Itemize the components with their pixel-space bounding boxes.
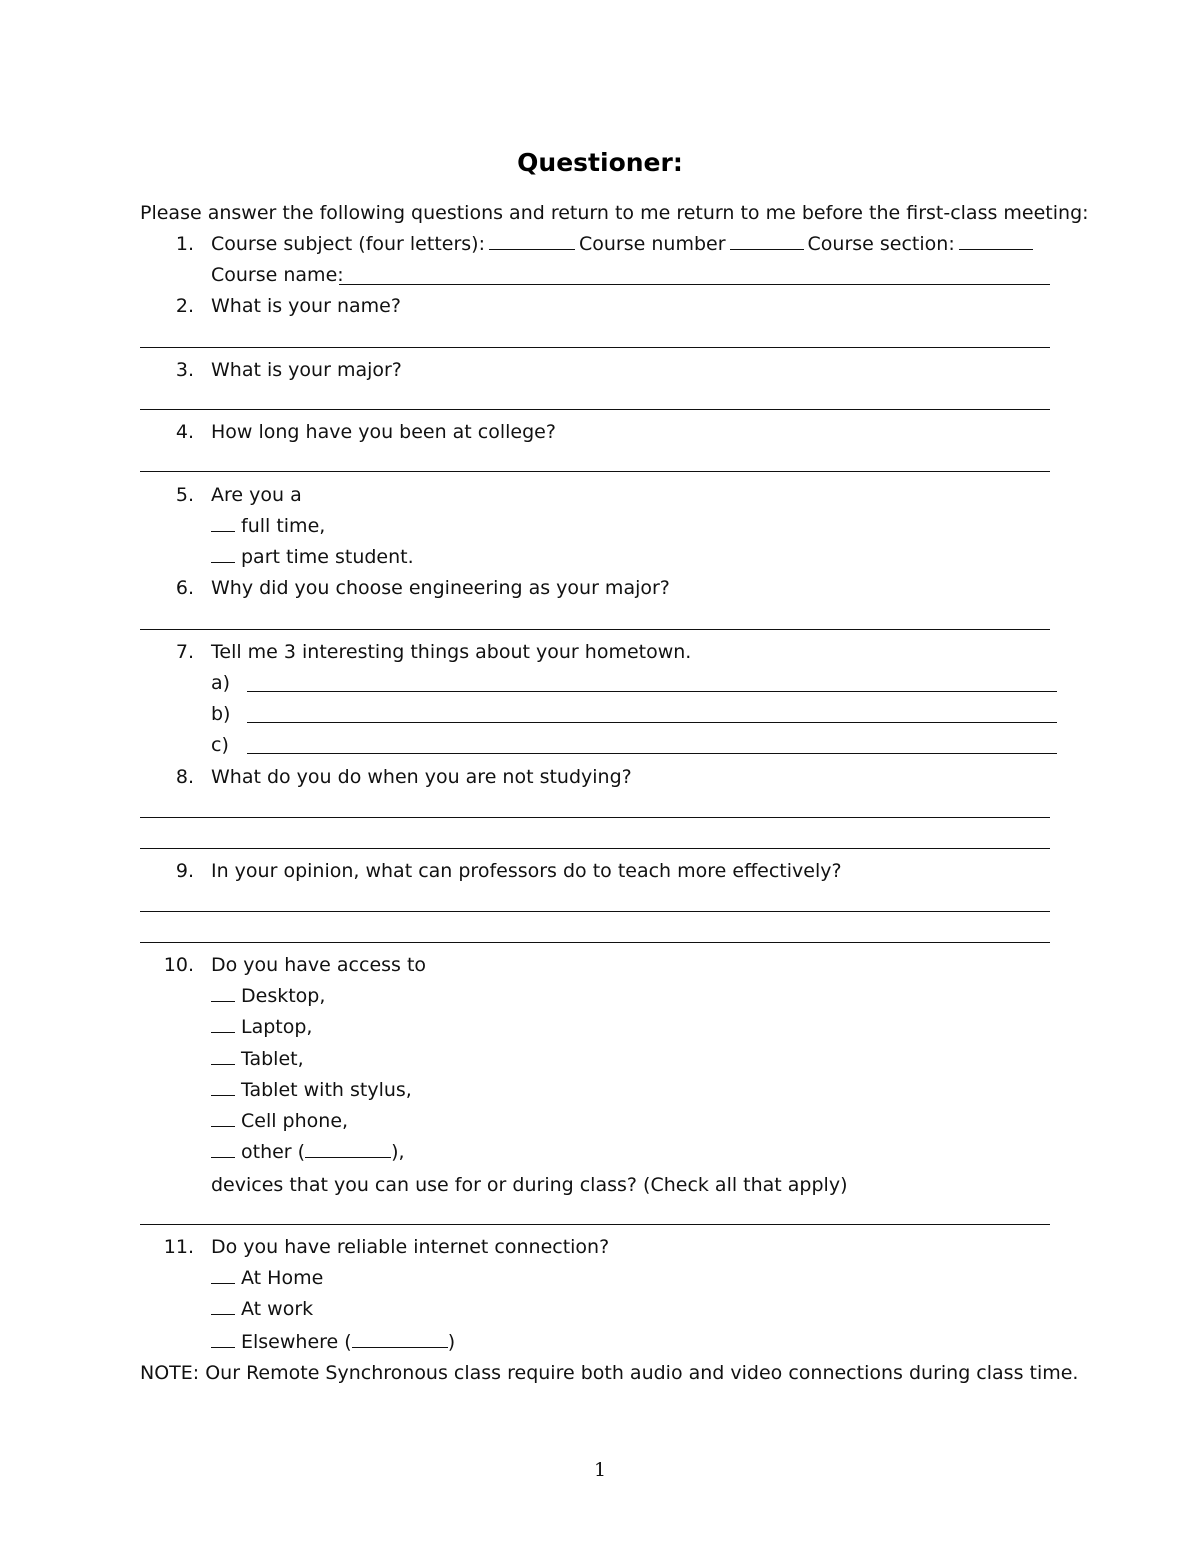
option-label: At Home <box>241 1267 324 1289</box>
question-8-text: What do you do when you are not studying? <box>211 766 632 788</box>
option-other-device <box>211 1139 405 1165</box>
question-number-3: 3. <box>175 359 194 381</box>
question-number-6: 6. <box>175 577 194 599</box>
option-part-time <box>211 544 414 570</box>
answer-line-college[interactable] <box>140 471 1050 472</box>
answer-line-hobbies-2[interactable] <box>140 848 1050 849</box>
hometown-item-a-label: a) <box>211 672 231 694</box>
option-label: Laptop, <box>241 1016 313 1038</box>
option-label: Tablet, <box>241 1048 304 1070</box>
hometown-item-c-label: c) <box>211 734 229 756</box>
course-subject-field[interactable] <box>489 231 575 250</box>
question-5-text: Are you a <box>211 484 302 506</box>
question-6-text: Why did you choose engineering as your major? <box>211 577 670 599</box>
question-number-7: 7. <box>175 641 194 663</box>
question-number-5: 5. <box>175 484 194 506</box>
checkbox-tablet-stylus[interactable] <box>211 1077 235 1096</box>
question-9-text: In your opinion, what can professors do to teach more effectively? <box>211 860 842 882</box>
course-subject-label: Course subject (four letters): <box>211 233 485 255</box>
course-number-label: Course number <box>578 233 726 255</box>
question-number-10: 10. <box>163 954 194 976</box>
page-number: 1 <box>593 1459 607 1481</box>
option-at-work <box>211 1296 313 1322</box>
checkbox-at-home[interactable] <box>211 1265 235 1284</box>
option-cell-phone <box>211 1108 348 1134</box>
course-name-field[interactable] <box>339 284 1050 285</box>
question-1-course-row <box>211 231 1037 257</box>
elsewhere-suffix: ) <box>447 1331 456 1353</box>
question-number-11: 11. <box>163 1236 194 1258</box>
question-4-text: How long have you been at college? <box>211 421 556 443</box>
course-number-field[interactable] <box>730 231 804 250</box>
hometown-item-b-label: b) <box>211 703 231 725</box>
note-text: NOTE: Our Remote Synchronous class require both audio and video connections during class time. <box>140 1362 1079 1384</box>
course-section-label: Course section: <box>807 233 955 255</box>
question-number-4: 4. <box>175 421 194 443</box>
option-label: full time, <box>241 515 326 537</box>
option-label: part time student. <box>241 546 414 568</box>
question-number-9: 9. <box>175 860 194 882</box>
option-label: Tablet with stylus, <box>241 1079 412 1101</box>
hometown-item-a-field[interactable] <box>247 691 1057 692</box>
question-number-1: 1. <box>175 233 194 255</box>
question-10-text: Do you have access to <box>211 954 427 976</box>
checkbox-at-work[interactable] <box>211 1296 235 1315</box>
checkbox-elsewhere[interactable] <box>211 1329 235 1348</box>
hometown-item-c-field[interactable] <box>247 753 1057 754</box>
answer-line-teaching-1[interactable] <box>140 911 1050 912</box>
hometown-item-b-field[interactable] <box>247 722 1057 723</box>
option-label: At work <box>241 1298 314 1320</box>
option-elsewhere <box>211 1329 455 1355</box>
checkbox-tablet[interactable] <box>211 1046 235 1065</box>
question-3-text: What is your major? <box>211 359 402 381</box>
option-desktop <box>211 983 325 1009</box>
answer-line-hobbies-1[interactable] <box>140 817 1050 818</box>
other-suffix: ), <box>391 1141 405 1163</box>
elsewhere-prefix: Elsewhere ( <box>241 1331 352 1353</box>
answer-line-engineering[interactable] <box>140 629 1050 630</box>
question-2-text: What is your name? <box>211 295 401 317</box>
option-tablet-stylus <box>211 1077 412 1103</box>
course-name-label: Course name: <box>211 264 344 286</box>
checkbox-desktop[interactable] <box>211 983 235 1002</box>
checkbox-other-device[interactable] <box>211 1139 235 1158</box>
option-laptop <box>211 1014 312 1040</box>
question-11-text: Do you have reliable internet connection? <box>211 1236 610 1258</box>
option-label: Cell phone, <box>241 1110 349 1132</box>
question-number-2: 2. <box>175 295 194 317</box>
other-prefix: other ( <box>241 1141 306 1163</box>
option-full-time <box>211 513 325 539</box>
question-number-8: 8. <box>175 766 194 788</box>
checkbox-laptop[interactable] <box>211 1014 235 1033</box>
course-section-field[interactable] <box>959 231 1033 250</box>
elsewhere-field[interactable] <box>352 1329 448 1348</box>
answer-line-devices[interactable] <box>140 1224 1050 1225</box>
page-title: Questioner: <box>517 148 683 177</box>
other-device-field[interactable] <box>305 1139 391 1158</box>
answer-line-name[interactable] <box>140 347 1050 348</box>
question-10-closing: devices that you can use for or during class? (Check all that apply) <box>211 1174 848 1196</box>
option-at-home <box>211 1265 323 1291</box>
option-label: Desktop, <box>241 985 326 1007</box>
checkbox-cell-phone[interactable] <box>211 1108 235 1127</box>
checkbox-part-time[interactable] <box>211 544 235 563</box>
intro-text: Please answer the following questions and return to me return to me before the first-class meeting: <box>140 202 1089 224</box>
answer-line-major[interactable] <box>140 409 1050 410</box>
option-tablet <box>211 1046 304 1072</box>
answer-line-teaching-2[interactable] <box>140 942 1050 943</box>
question-7-text: Tell me 3 interesting things about your hometown. <box>211 641 692 663</box>
checkbox-full-time[interactable] <box>211 513 235 532</box>
